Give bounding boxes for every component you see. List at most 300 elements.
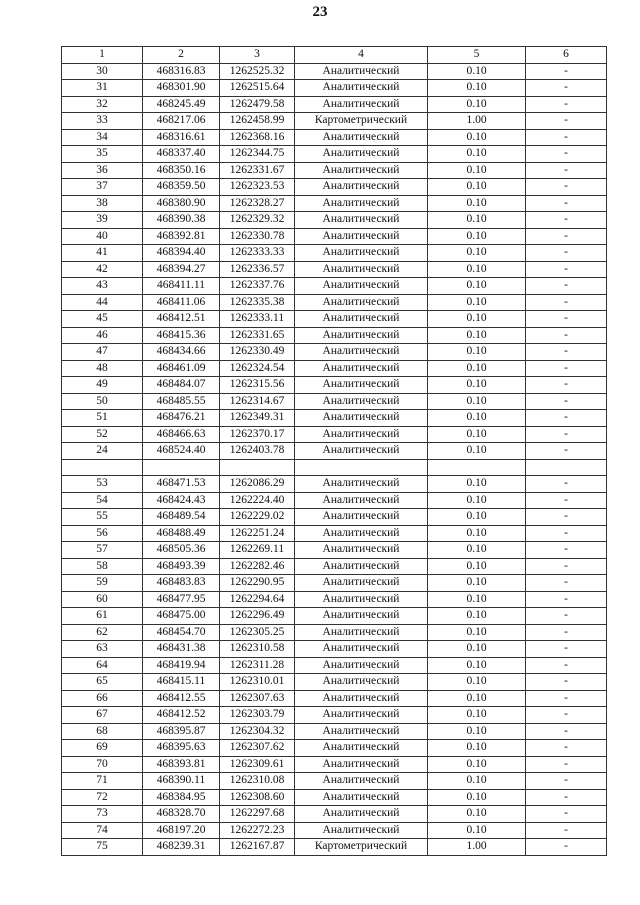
cell-accuracy: 0.10	[428, 476, 526, 493]
header-cell: 3	[220, 47, 295, 64]
cell-coordinate-x: 468390.11	[143, 773, 220, 790]
table-row	[62, 393, 607, 410]
cell-point-number: 72	[62, 789, 143, 806]
table-header-row	[62, 47, 607, 64]
header-cell: 1	[62, 47, 143, 64]
cell-note: -	[526, 806, 607, 823]
table-row	[62, 261, 607, 278]
cell-accuracy: 0.10	[428, 96, 526, 113]
table-row	[62, 80, 607, 97]
cell-method	[295, 459, 428, 476]
cell-coordinate-x: 468392.81	[143, 228, 220, 245]
cell-method: Аналитический	[295, 707, 428, 724]
table-row	[62, 690, 607, 707]
cell-point-number: 66	[62, 690, 143, 707]
cell-coordinate-y: 1262297.68	[220, 806, 295, 823]
cell-coordinate-y: 1262309.61	[220, 756, 295, 773]
cell-note: -	[526, 80, 607, 97]
cell-method: Аналитический	[295, 756, 428, 773]
cell-point-number: 42	[62, 261, 143, 278]
cell-accuracy: 0.10	[428, 707, 526, 724]
cell-coordinate-y: 1262224.40	[220, 492, 295, 509]
cell-coordinate-x: 468412.52	[143, 707, 220, 724]
cell-coordinate-y: 1262269.11	[220, 542, 295, 559]
cell-method: Аналитический	[295, 245, 428, 262]
table-row	[62, 278, 607, 295]
cell-coordinate-x: 468328.70	[143, 806, 220, 823]
cell-accuracy: 0.10	[428, 393, 526, 410]
cell-accuracy: 0.10	[428, 360, 526, 377]
cell-accuracy: 0.10	[428, 195, 526, 212]
header-cell: 5	[428, 47, 526, 64]
cell-note: -	[526, 261, 607, 278]
cell-note: -	[526, 311, 607, 328]
cell-method: Аналитический	[295, 443, 428, 460]
cell-coordinate-y: 1262329.32	[220, 212, 295, 229]
cell-coordinate-x: 468395.87	[143, 723, 220, 740]
cell-method: Аналитический	[295, 789, 428, 806]
cell-method: Аналитический	[295, 63, 428, 80]
cell-coordinate-x: 468359.50	[143, 179, 220, 196]
cell-coordinate-y: 1262314.67	[220, 393, 295, 410]
cell-method: Аналитический	[295, 228, 428, 245]
cell-coordinate-x: 468316.83	[143, 63, 220, 80]
header-cell: 6	[526, 47, 607, 64]
cell-method: Аналитический	[295, 179, 428, 196]
table-row	[62, 509, 607, 526]
cell-note: -	[526, 542, 607, 559]
table-row	[62, 377, 607, 394]
cell-note: -	[526, 294, 607, 311]
cell-accuracy: 0.10	[428, 575, 526, 592]
cell-coordinate-y: 1262323.53	[220, 179, 295, 196]
cell-accuracy: 0.10	[428, 344, 526, 361]
cell-coordinate-y: 1262331.67	[220, 162, 295, 179]
cell-accuracy	[428, 459, 526, 476]
cell-point-number: 53	[62, 476, 143, 493]
cell-point-number: 46	[62, 327, 143, 344]
cell-method: Аналитический	[295, 426, 428, 443]
cell-accuracy: 0.10	[428, 674, 526, 691]
cell-method: Аналитический	[295, 212, 428, 229]
table-row	[62, 723, 607, 740]
cell-coordinate-y: 1262479.58	[220, 96, 295, 113]
cell-accuracy: 0.10	[428, 311, 526, 328]
table-row	[62, 195, 607, 212]
cell-note: -	[526, 591, 607, 608]
cell-point-number: 67	[62, 707, 143, 724]
table-row	[62, 740, 607, 757]
cell-method: Аналитический	[295, 806, 428, 823]
cell-accuracy: 0.10	[428, 657, 526, 674]
cell-accuracy: 0.10	[428, 773, 526, 790]
cell-note: -	[526, 344, 607, 361]
cell-coordinate-y: 1262328.27	[220, 195, 295, 212]
cell-method: Аналитический	[295, 608, 428, 625]
cell-coordinate-y: 1262330.78	[220, 228, 295, 245]
cell-coordinate-x: 468431.38	[143, 641, 220, 658]
cell-coordinate-y: 1262296.49	[220, 608, 295, 625]
cell-coordinate-y: 1262333.33	[220, 245, 295, 262]
table-row	[62, 212, 607, 229]
cell-accuracy: 0.10	[428, 789, 526, 806]
cell-accuracy: 0.10	[428, 608, 526, 625]
cell-coordinate-x: 468390.38	[143, 212, 220, 229]
cell-point-number: 75	[62, 839, 143, 856]
cell-coordinate-y: 1262315.56	[220, 377, 295, 394]
cell-point-number: 44	[62, 294, 143, 311]
cell-point-number: 57	[62, 542, 143, 559]
cell-point-number: 31	[62, 80, 143, 97]
cell-point-number: 64	[62, 657, 143, 674]
cell-note: -	[526, 410, 607, 427]
cell-accuracy: 0.10	[428, 723, 526, 740]
cell-method: Аналитический	[295, 80, 428, 97]
cell-coordinate-x: 468380.90	[143, 195, 220, 212]
cell-point-number: 58	[62, 558, 143, 575]
cell-point-number: 48	[62, 360, 143, 377]
cell-coordinate-y: 1262167.87	[220, 839, 295, 856]
table-row	[62, 360, 607, 377]
cell-accuracy: 0.10	[428, 690, 526, 707]
cell-coordinate-y: 1262337.76	[220, 278, 295, 295]
table-row	[62, 608, 607, 625]
cell-method: Аналитический	[295, 674, 428, 691]
cell-coordinate-y: 1262330.49	[220, 344, 295, 361]
cell-method: Аналитический	[295, 360, 428, 377]
cell-note: -	[526, 822, 607, 839]
cell-accuracy: 0.10	[428, 245, 526, 262]
cell-accuracy: 0.10	[428, 740, 526, 757]
cell-note: -	[526, 278, 607, 295]
cell-note: -	[526, 228, 607, 245]
cell-method: Аналитический	[295, 690, 428, 707]
cell-method: Аналитический	[295, 278, 428, 295]
table-row	[62, 806, 607, 823]
cell-coordinate-y: 1262310.08	[220, 773, 295, 790]
table-spacer-row	[62, 459, 607, 476]
table-row	[62, 789, 607, 806]
cell-note: -	[526, 839, 607, 856]
cell-accuracy: 0.10	[428, 641, 526, 658]
table-row	[62, 591, 607, 608]
cell-note: -	[526, 674, 607, 691]
header-cell: 2	[143, 47, 220, 64]
cell-point-number: 71	[62, 773, 143, 790]
cell-method: Картометрический	[295, 839, 428, 856]
cell-note: -	[526, 773, 607, 790]
cell-accuracy: 0.10	[428, 261, 526, 278]
table-row	[62, 311, 607, 328]
cell-accuracy: 0.10	[428, 509, 526, 526]
cell-point-number: 51	[62, 410, 143, 427]
cell-coordinate-x: 468350.16	[143, 162, 220, 179]
cell-point-number: 36	[62, 162, 143, 179]
cell-coordinate-y: 1262311.28	[220, 657, 295, 674]
cell-note: -	[526, 608, 607, 625]
cell-coordinate-y: 1262272.23	[220, 822, 295, 839]
cell-point-number: 65	[62, 674, 143, 691]
cell-coordinate-x: 468461.09	[143, 360, 220, 377]
cell-note: -	[526, 740, 607, 757]
cell-accuracy: 0.10	[428, 426, 526, 443]
cell-note: -	[526, 426, 607, 443]
table-row	[62, 162, 607, 179]
cell-coordinate-x: 468484.07	[143, 377, 220, 394]
cell-note: -	[526, 129, 607, 146]
table-row	[62, 245, 607, 262]
cell-coordinate-x: 468488.49	[143, 525, 220, 542]
cell-coordinate-y: 1262282.46	[220, 558, 295, 575]
cell-coordinate-y: 1262294.64	[220, 591, 295, 608]
cell-method: Аналитический	[295, 509, 428, 526]
cell-note: -	[526, 492, 607, 509]
cell-note: -	[526, 179, 607, 196]
table-row	[62, 96, 607, 113]
cell-coordinate-x: 468415.36	[143, 327, 220, 344]
table-row	[62, 426, 607, 443]
cell-accuracy: 0.10	[428, 63, 526, 80]
cell-coordinate-x: 468337.40	[143, 146, 220, 163]
table-row	[62, 558, 607, 575]
coordinates-table	[61, 46, 607, 856]
table-row	[62, 773, 607, 790]
cell-coordinate-x: 468394.40	[143, 245, 220, 262]
cell-accuracy: 0.10	[428, 492, 526, 509]
cell-note: -	[526, 63, 607, 80]
cell-accuracy: 0.10	[428, 542, 526, 559]
cell-coordinate-x: 468395.63	[143, 740, 220, 757]
cell-method: Аналитический	[295, 410, 428, 427]
header-cell: 4	[295, 47, 428, 64]
cell-coordinate-y: 1262370.17	[220, 426, 295, 443]
cell-note: -	[526, 393, 607, 410]
cell-method: Картометрический	[295, 113, 428, 130]
cell-coordinate-x: 468245.49	[143, 96, 220, 113]
cell-coordinate-x: 468217.06	[143, 113, 220, 130]
cell-point-number: 35	[62, 146, 143, 163]
table-row	[62, 674, 607, 691]
cell-coordinate-x: 468316.61	[143, 129, 220, 146]
cell-accuracy: 0.10	[428, 525, 526, 542]
table-row	[62, 443, 607, 460]
cell-coordinate-x: 468485.55	[143, 393, 220, 410]
cell-method: Аналитический	[295, 740, 428, 757]
cell-note: -	[526, 146, 607, 163]
cell-note: -	[526, 690, 607, 707]
page-number: 23	[312, 4, 328, 20]
cell-point-number: 34	[62, 129, 143, 146]
cell-point-number: 69	[62, 740, 143, 757]
cell-point-number: 52	[62, 426, 143, 443]
cell-coordinate-y: 1262290.95	[220, 575, 295, 592]
cell-method: Аналитический	[295, 195, 428, 212]
cell-accuracy: 0.10	[428, 558, 526, 575]
cell-method: Аналитический	[295, 558, 428, 575]
cell-accuracy: 0.10	[428, 327, 526, 344]
cell-method: Аналитический	[295, 146, 428, 163]
cell-note: -	[526, 657, 607, 674]
cell-accuracy: 0.10	[428, 822, 526, 839]
cell-method: Аналитический	[295, 162, 428, 179]
cell-coordinate-y: 1262305.25	[220, 624, 295, 641]
cell-note: -	[526, 96, 607, 113]
cell-coordinate-y: 1262403.78	[220, 443, 295, 460]
cell-coordinate-x: 468476.21	[143, 410, 220, 427]
cell-method: Аналитический	[295, 294, 428, 311]
table-row	[62, 228, 607, 245]
cell-point-number: 24	[62, 443, 143, 460]
cell-accuracy: 0.10	[428, 591, 526, 608]
cell-note: -	[526, 443, 607, 460]
cell-note	[526, 459, 607, 476]
cell-method: Аналитический	[295, 311, 428, 328]
cell-method: Аналитический	[295, 591, 428, 608]
cell-accuracy: 0.10	[428, 278, 526, 295]
cell-note: -	[526, 476, 607, 493]
cell-coordinate-x: 468524.40	[143, 443, 220, 460]
cell-note: -	[526, 212, 607, 229]
table-row	[62, 624, 607, 641]
cell-coordinate-x: 468419.94	[143, 657, 220, 674]
cell-coordinate-x: 468301.90	[143, 80, 220, 97]
cell-accuracy: 0.10	[428, 80, 526, 97]
cell-coordinate-y: 1262525.32	[220, 63, 295, 80]
cell-coordinate-y: 1262303.79	[220, 707, 295, 724]
cell-point-number: 47	[62, 344, 143, 361]
cell-method: Аналитический	[295, 129, 428, 146]
cell-point-number: 63	[62, 641, 143, 658]
cell-accuracy: 0.10	[428, 228, 526, 245]
cell-coordinate-x: 468411.06	[143, 294, 220, 311]
cell-coordinate-x: 468434.66	[143, 344, 220, 361]
cell-method: Аналитический	[295, 393, 428, 410]
cell-coordinate-x: 468393.81	[143, 756, 220, 773]
cell-point-number: 60	[62, 591, 143, 608]
cell-method: Аналитический	[295, 261, 428, 278]
table-row	[62, 756, 607, 773]
cell-method: Аналитический	[295, 641, 428, 658]
cell-method: Аналитический	[295, 723, 428, 740]
cell-point-number: 33	[62, 113, 143, 130]
cell-method: Аналитический	[295, 476, 428, 493]
cell-coordinate-y: 1262086.29	[220, 476, 295, 493]
table-row	[62, 839, 607, 856]
cell-accuracy: 1.00	[428, 839, 526, 856]
table-row	[62, 542, 607, 559]
cell-note: -	[526, 723, 607, 740]
cell-note: -	[526, 575, 607, 592]
table-row	[62, 146, 607, 163]
table-row	[62, 822, 607, 839]
cell-coordinate-y: 1262331.65	[220, 327, 295, 344]
table-row	[62, 179, 607, 196]
cell-point-number: 39	[62, 212, 143, 229]
cell-coordinate-y: 1262368.16	[220, 129, 295, 146]
table-row	[62, 476, 607, 493]
table-row	[62, 327, 607, 344]
cell-coordinate-x: 468505.36	[143, 542, 220, 559]
cell-note: -	[526, 195, 607, 212]
table-row	[62, 575, 607, 592]
cell-coordinate-x: 468466.63	[143, 426, 220, 443]
cell-accuracy: 0.10	[428, 162, 526, 179]
cell-note: -	[526, 707, 607, 724]
cell-point-number: 38	[62, 195, 143, 212]
cell-coordinate-x: 468489.54	[143, 509, 220, 526]
table-row	[62, 63, 607, 80]
cell-accuracy: 0.10	[428, 294, 526, 311]
cell-coordinate-y: 1262229.02	[220, 509, 295, 526]
cell-coordinate-y: 1262349.31	[220, 410, 295, 427]
cell-note: -	[526, 377, 607, 394]
cell-coordinate-x: 468471.53	[143, 476, 220, 493]
cell-point-number: 45	[62, 311, 143, 328]
cell-coordinate-y: 1262336.57	[220, 261, 295, 278]
cell-coordinate-x: 468384.95	[143, 789, 220, 806]
table-row	[62, 344, 607, 361]
cell-accuracy: 0.10	[428, 377, 526, 394]
cell-method: Аналитический	[295, 773, 428, 790]
table-row	[62, 410, 607, 427]
cell-note: -	[526, 789, 607, 806]
cell-point-number: 43	[62, 278, 143, 295]
cell-note: -	[526, 509, 607, 526]
cell-note: -	[526, 525, 607, 542]
cell-coordinate-y: 1262310.01	[220, 674, 295, 691]
cell-coordinate-x: 468424.43	[143, 492, 220, 509]
cell-point-number: 49	[62, 377, 143, 394]
table-row	[62, 525, 607, 542]
cell-coordinate-y: 1262310.58	[220, 641, 295, 658]
cell-coordinate-y: 1262333.11	[220, 311, 295, 328]
cell-coordinate-x: 468483.83	[143, 575, 220, 592]
cell-note: -	[526, 360, 607, 377]
cell-method: Аналитический	[295, 96, 428, 113]
cell-point-number: 59	[62, 575, 143, 592]
table-row	[62, 492, 607, 509]
cell-point-number: 37	[62, 179, 143, 196]
cell-accuracy: 0.10	[428, 129, 526, 146]
cell-point-number: 50	[62, 393, 143, 410]
cell-coordinate-y: 1262324.54	[220, 360, 295, 377]
cell-coordinate-x: 468411.11	[143, 278, 220, 295]
cell-coordinate-x: 468412.55	[143, 690, 220, 707]
cell-coordinate-x: 468415.11	[143, 674, 220, 691]
cell-method: Аналитический	[295, 624, 428, 641]
cell-coordinate-x: 468394.27	[143, 261, 220, 278]
cell-note: -	[526, 113, 607, 130]
cell-point-number	[62, 459, 143, 476]
cell-accuracy: 0.10	[428, 212, 526, 229]
cell-method: Аналитический	[295, 542, 428, 559]
cell-coordinate-y: 1262344.75	[220, 146, 295, 163]
cell-coordinate-y	[220, 459, 295, 476]
cell-point-number: 54	[62, 492, 143, 509]
cell-note: -	[526, 558, 607, 575]
cell-coordinate-x: 468454.70	[143, 624, 220, 641]
cell-method: Аналитический	[295, 525, 428, 542]
cell-accuracy: 0.10	[428, 806, 526, 823]
cell-note: -	[526, 641, 607, 658]
cell-note: -	[526, 245, 607, 262]
cell-accuracy: 1.00	[428, 113, 526, 130]
cell-method: Аналитический	[295, 822, 428, 839]
cell-method: Аналитический	[295, 344, 428, 361]
cell-point-number: 70	[62, 756, 143, 773]
cell-note: -	[526, 162, 607, 179]
table-row	[62, 113, 607, 130]
